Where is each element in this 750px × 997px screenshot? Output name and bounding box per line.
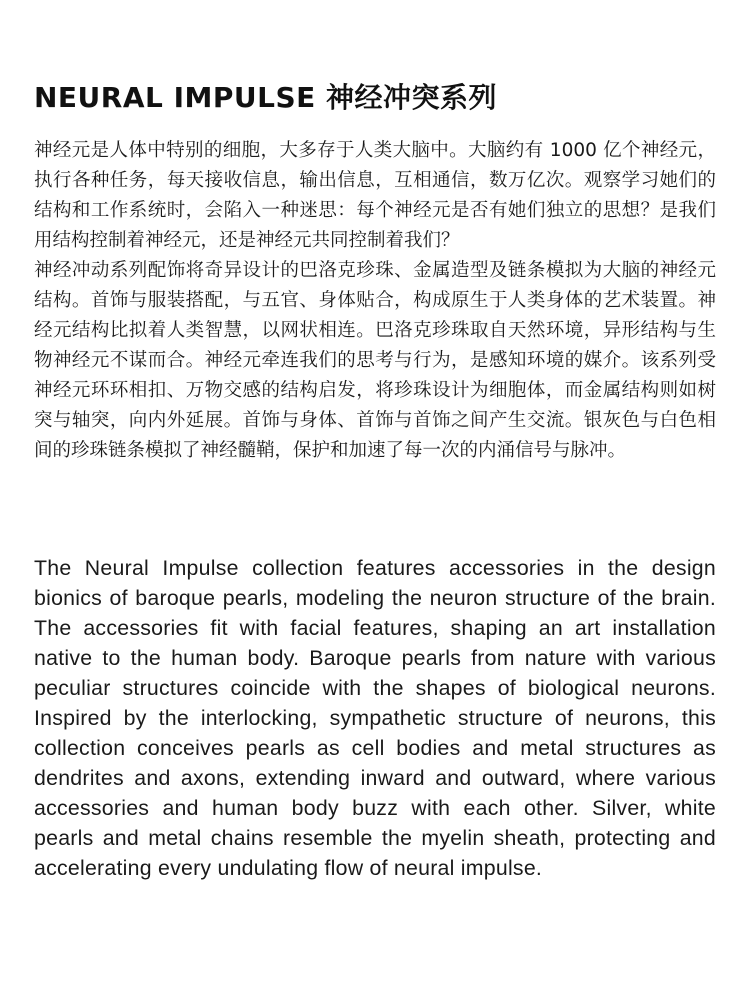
english-description bbox=[34, 553, 716, 883]
english-paragraph: The Neural Impulse collection features accessories in the design bionics of baroque pearls, modeling the neuron structure of the brain. The accessories fit with facial features, shaping an art installation native to the human body. Baroque pearls from nature with various peculiar structures coincide with the shapes of biological neurons. Inspired by the interlocking, sympathetic structure of neurons, this collection conceives pearls as cell bodies and metal structures as dendrites and axons, extending inward and outward, where various accessories and human body buzz with each other. Silver, white pearls and metal chains resemble the myelin sheath, protecting and accelerating every undulating flow of neural impulse. bbox=[34, 556, 716, 880]
chinese-paragraph-2: 神经冲动系列配饰将奇异设计的巴洛克珍珠、金属造型及链条模拟为大脑的神经元结构。首饰与服装搭配，与五官、身体贴合，构成原生于人类身体的艺术装置。神经元结构比拟着人类智慧，以网状相连。巴洛克珍珠取自天然环境，异形结构与生物神经元不谋而合。神经元牵连我们的思考与行为，是感知环境的媒介。该系列受神经元环环相扣、万物交感的结构启发，将珍珠设计为细胞体，而金属结构则如树突与轴突，向内外延展。首饰与身体、首饰与首饰之间产生交流。银灰色与白色相间的珍珠链条模拟了神经髓鞘，保护和加速了每一次的内涌信号与脉冲。 bbox=[34, 260, 716, 461]
chinese-description bbox=[34, 136, 716, 466]
page-title: NEURAL IMPULSE 神经冲突系列 bbox=[34, 81, 498, 114]
chinese-paragraph-1: 神经元是人体中特别的细胞，大多存于人类大脑中。大脑约有 1000 亿个神经元，执行各种任务，每天接收信息，输出信息，互相通信，数万亿次。观察学习她们的结构和工作系统时，会陷入一种迷思：每个神经元是否有她们独立的思想？是我们用结构控制着神经元，还是神经元共同控制着我们？ bbox=[34, 140, 716, 251]
